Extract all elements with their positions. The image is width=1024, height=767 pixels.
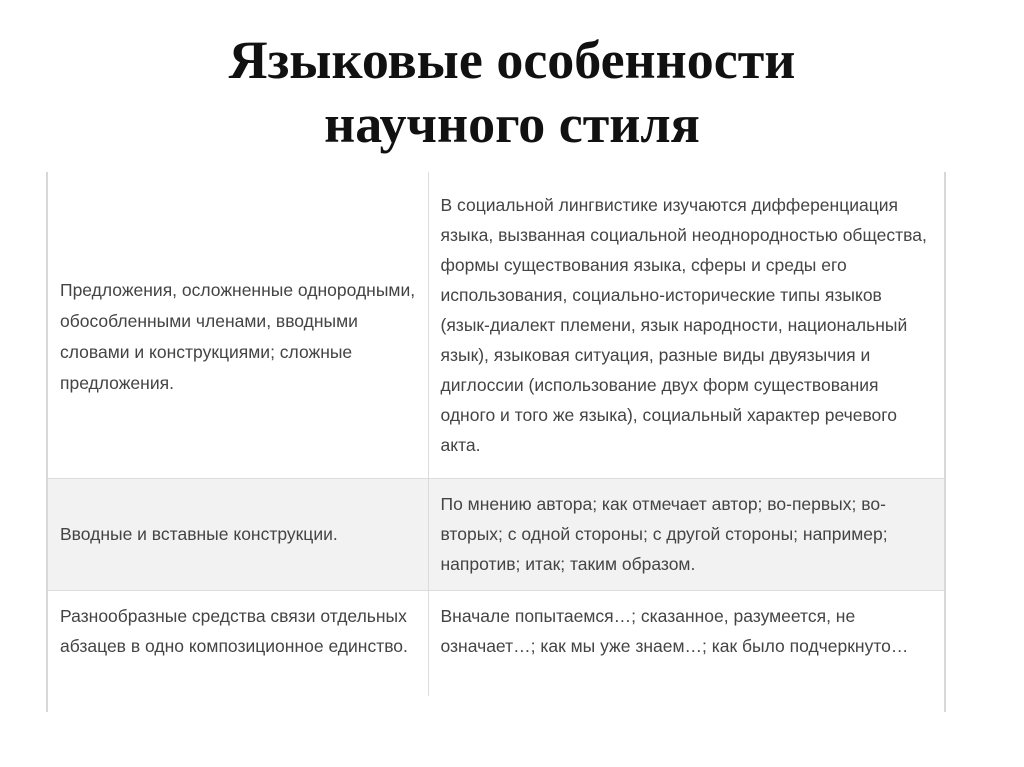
content-table-frame (46, 172, 946, 712)
content-table (48, 172, 944, 696)
slide-title-line-2: научного стиля (324, 94, 700, 154)
example-cell: По мнению автора; как отмечает автор; во-первых; во-вторых; с одной стороны; с другой стороны; например; напротив; итак; таким образом. (440, 494, 888, 574)
feature-cell: Разнообразные средства связи отдельных абзацев в одно композиционное единство. (48, 590, 428, 696)
feature-cell: Предложения, осложненные однородными, обособленными членами, вводными словами и конструкциями; сложные предложения. (48, 172, 428, 478)
slide-title (0, 28, 1024, 156)
slide-title-line-1: Языковые особенности (228, 30, 796, 90)
table-row (48, 478, 944, 590)
feature-cell: Вводные и вставные конструкции. (48, 478, 428, 590)
example-cell: В социальной лингвистике изучаются дифференциация языка, вызванная социальной неоднородностью общества, формы существования языка, сферы и среды его использования, социально-исторические типы языков (язык-диалект племени, язык народности, национальный язык), языковая ситуация, разные виды двуязычия и диглоссии (использование двух форм существования одного и того же языка), социальный характер речевого акта. (440, 194, 927, 455)
table-row (48, 172, 944, 478)
example-cell: Вначале попытаемся…; сказанное, разумеется, не означает…; как мы уже знаем…; как было подчеркнуто… (440, 605, 909, 656)
table-row (48, 590, 944, 696)
